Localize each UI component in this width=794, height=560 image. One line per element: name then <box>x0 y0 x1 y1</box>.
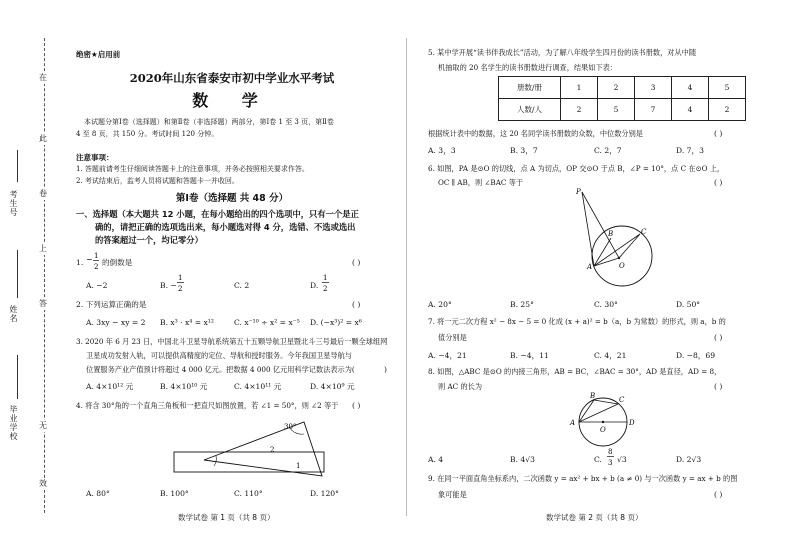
q2-answer-paren: ( ) <box>352 300 361 309</box>
point-a-label: A <box>587 263 593 271</box>
q1-text: 的倒数是 <box>102 258 133 267</box>
q7-option-d[interactable]: D. −8，69 <box>676 351 716 360</box>
angle-30-label: 30° <box>284 423 297 431</box>
table-row <box>499 99 746 121</box>
table-cell: 3 <box>635 77 672 99</box>
school-line[interactable] <box>17 355 18 399</box>
name-label: 姓名 <box>9 305 18 323</box>
frac-num: 1 <box>323 274 328 282</box>
q3-option-c[interactable]: C. 4×10¹¹ 元 <box>234 382 282 391</box>
q1-fraction <box>86 250 100 272</box>
q8-option-a[interactable]: A. 4 <box>428 455 444 464</box>
candidate-number-line[interactable] <box>17 150 18 182</box>
seal-char: 上 <box>39 244 47 253</box>
table-cell: 5 <box>709 77 746 99</box>
frac-den: 2 <box>178 285 183 293</box>
q8-option-c-root: √3 <box>617 455 627 464</box>
seal-dashed-line <box>44 38 45 513</box>
frac-den: 3 <box>608 459 613 467</box>
page-1 <box>62 0 402 560</box>
seal-char: 此 <box>39 134 47 143</box>
q4-option-c[interactable]: C. 110° <box>234 489 263 498</box>
table-row <box>499 77 746 99</box>
q2-option-c[interactable]: C. x⁻¹⁰ ÷ x² = x⁻⁵ <box>234 318 300 327</box>
q2-text: 2. 下列运算正确的是 <box>76 300 147 309</box>
q5-line-3: 根据统计表中的数据，这 20 名同学读书册数的众数，中位数分别是 <box>428 129 643 138</box>
q8-line-2: 则 AC 的长为 <box>438 382 483 391</box>
angle-2-label: 2 <box>270 446 275 454</box>
table-cell: 2 <box>561 99 598 121</box>
intro-line-2: 4 至 8 页，共 150 分。考试时间 120 分钟。 <box>76 130 219 138</box>
page-1-footer: 数学试卷 第 1 页（共 8 页） <box>178 513 275 522</box>
notice-item-1: 1. 答题前请考生仔细阅读答题卡上的注意事项，并务必按照相关要求作答。 <box>76 165 309 173</box>
seal-char: 卷 <box>39 189 47 198</box>
table-cell: 4 <box>672 99 709 121</box>
point-o-label: O <box>619 262 625 270</box>
seal-char: 在 <box>39 73 47 82</box>
seal-char: 答 <box>39 299 47 308</box>
section-instructions-2: 确的，请把正确的选项选出来，每小题选对得 4 分，选错、不选或选出 <box>95 222 356 232</box>
q1-option-d[interactable]: D. <box>310 281 319 290</box>
q4-option-d[interactable]: D. 120° <box>310 489 339 498</box>
table-cell: 1 <box>561 77 598 99</box>
angle-1-label: 1 <box>296 462 301 470</box>
point-c-label: C <box>619 396 625 404</box>
q3-line-1: 3. 2020 年 6 月 23 日，中国北斗卫星导航系统第五十五颗导航卫星暨北斗三号最后一颗全球组网 <box>76 337 388 346</box>
q6-line-2: OC ∥ AB，则 ∠BAC 等于 <box>438 178 524 187</box>
section-instructions-3: 的答案超过一个，均记零分） <box>95 235 203 245</box>
section-instructions-1: 一、选择题（本大题共 12 小题，在每小题给出的四个选项中，只有一个是正 <box>76 209 359 219</box>
q8-option-c-fraction <box>606 446 616 468</box>
q4-option-a[interactable]: A. 80° <box>86 489 110 498</box>
q2-option-a[interactable]: A. 3xy − xy = 2 <box>86 318 146 327</box>
frac-den: 2 <box>323 285 328 293</box>
q1-option-c[interactable]: C. 2 <box>234 281 250 290</box>
q1-option-b[interactable]: B. − <box>160 281 177 290</box>
q5-option-d[interactable]: D. 7，3 <box>676 146 704 155</box>
q6-figure <box>564 186 664 296</box>
q7-answer-paren: ( ) <box>714 333 723 342</box>
q6-line-1: 6. 如图，PA 是⊙O 的切线，点 A 为切点，OP 交⊙O 于点 B，∠P = 10°，点 C 在⊙O 上， <box>428 164 725 173</box>
name-line[interactable] <box>17 250 18 298</box>
q4-figure <box>172 416 332 478</box>
point-d-label: D <box>629 419 635 427</box>
q5-line-1: 5. 某中学开展“读书伴我成长”活动，为了解八年级学生四月份的读书册数，对从中随 <box>428 48 697 57</box>
q1-option-d-fraction <box>321 272 331 294</box>
q2-option-d[interactable]: D. (−x³)² = x⁶ <box>310 318 362 327</box>
q8-option-c-label: C. <box>594 455 602 464</box>
exam-title: 2020年山东省泰安市初中学业水平考试 <box>129 71 335 85</box>
table-header-cell: 人数/人 <box>499 99 561 121</box>
notice-item-2: 2. 考试结束后，监考人员将试题和答题卡一并收回。 <box>76 177 239 185</box>
svg-text:−: − <box>86 255 93 264</box>
q7-line-2: 值分别是 <box>438 333 467 342</box>
q2-option-b[interactable]: B. x³ · x⁴ = x¹² <box>160 318 214 327</box>
q5-answer-paren: ( ) <box>714 129 723 138</box>
q5-option-b[interactable]: B. 3，7 <box>510 146 538 155</box>
q1-answer-paren: ( ) <box>352 258 361 267</box>
point-b-label: B <box>590 392 596 400</box>
confidential-mark: 绝密★启用前 <box>76 50 121 59</box>
q3-option-d[interactable]: D. 4×10⁹ 元 <box>310 382 355 391</box>
q7-line-1: 7. 将一元二次方程 x² − 8x − 5 = 0 化成 (x + a)² = b（a，b 为常数）的形式，则 a，b 的 <box>428 317 726 326</box>
page-2 <box>414 0 776 560</box>
q5-frequency-table <box>498 76 746 121</box>
part-one-title: 第Ⅰ卷（选择题 共 48 分） <box>175 193 289 204</box>
ruler-shape <box>174 452 324 472</box>
q3-option-a[interactable]: A. 4×10¹² 元 <box>86 382 134 391</box>
q8-figure <box>568 392 638 452</box>
intro-line-1: 本试题分第Ⅰ卷（选择题）和第Ⅱ卷（非选择题）两部分，第Ⅰ卷 1 至 3 页，第Ⅱ卷 <box>84 118 334 126</box>
q4-option-b[interactable]: B. 100° <box>160 489 189 498</box>
frac-num: 1 <box>178 274 183 282</box>
table-header-cell: 册数/册 <box>499 77 561 99</box>
q6-option-d[interactable]: D. 50° <box>676 300 701 309</box>
point-p-label: P <box>576 188 581 196</box>
q8-option-b[interactable]: B. 4√3 <box>510 455 535 464</box>
q8-answer-paren: ( ) <box>714 382 723 391</box>
q9-line-2: 象可能是 <box>438 490 467 499</box>
school-label: 毕业学校 <box>9 405 18 441</box>
frac-num: 8 <box>608 448 613 456</box>
q1-frac-num: 1 <box>94 252 99 260</box>
q1-number: 1. <box>76 258 84 267</box>
page-2-footer: 数学试卷 第 2 页（共 8 页） <box>546 513 643 522</box>
q6-option-b[interactable]: B. 25° <box>510 300 534 309</box>
q6-option-c[interactable]: C. 30° <box>594 300 618 309</box>
candidate-number-label: 考生号 <box>9 190 18 217</box>
q5-option-c[interactable]: C. 2，7 <box>594 146 622 155</box>
q4-text: 4. 将含 30°角的一个直角三角板和一把直尺如图放置，若 ∠1 = 50°，则 ∠2 等于 <box>76 401 339 410</box>
q9-line-1: 9. 在同一平面直角坐标系内，二次函数 y = ax² + bx + b (a ≠ 0) 与一次函数 y = ax + b 的图 <box>428 474 738 483</box>
table-cell: 2 <box>709 99 746 121</box>
triangle-shape <box>204 422 322 476</box>
point-b-label: B <box>608 230 614 238</box>
q8-line-1: 8. 如图，△ABC 是⊙O 的内接三角形，AB = BC，∠BAC = 30°，AD 是直径，AD = 8， <box>428 367 722 376</box>
q7-option-a[interactable]: A. −4，21 <box>428 351 467 360</box>
q7-option-b[interactable]: B. −4，11 <box>510 351 549 360</box>
binding-margin <box>0 0 62 560</box>
q6-answer-paren: ( ) <box>714 178 723 187</box>
subject-title: 数 学 <box>192 91 272 110</box>
q3-line-2: 卫星成功发射入轨，可以提供高精度的定位、导航和授时服务。今年我国卫星导航与 <box>86 351 352 360</box>
q6-option-a[interactable]: A. 20° <box>428 300 452 309</box>
notice-heading: 注意事项： <box>76 153 114 162</box>
q5-line-2: 机抽取的 20 名学生的读书册数进行调查，结果如下表： <box>438 63 618 72</box>
q1-frac-den: 2 <box>94 263 99 271</box>
point-a-label: A <box>570 419 576 427</box>
q5-option-a[interactable]: A. 3，3 <box>428 146 456 155</box>
seal-char: 无 <box>39 421 47 430</box>
table-cell: 4 <box>672 77 709 99</box>
q3-answer-paren: ) <box>384 365 387 374</box>
page-divider <box>406 38 407 516</box>
table-cell: 2 <box>598 77 635 99</box>
q1-option-a[interactable]: A. −2 <box>86 281 108 290</box>
q3-option-b[interactable]: B. 4×10¹⁰ 元 <box>160 382 208 391</box>
q7-option-c[interactable]: C. 4，21 <box>594 351 627 360</box>
point-c-label: C <box>641 228 647 236</box>
q8-option-d[interactable]: D. 2√3 <box>676 455 702 464</box>
q3-line-3: 位置服务产业产值预计将超过 4 000 亿元。把数据 4 000 亿元用科学记数法表示为( <box>86 365 355 374</box>
seal-char: 效 <box>39 479 47 488</box>
q4-answer-paren: ( ) <box>352 401 361 410</box>
q1-option-b-fraction <box>176 272 186 294</box>
q9-answer-paren: ( ) <box>714 490 723 499</box>
table-cell: 5 <box>598 99 635 121</box>
table-cell: 7 <box>635 99 672 121</box>
point-o-label: O <box>600 426 606 434</box>
